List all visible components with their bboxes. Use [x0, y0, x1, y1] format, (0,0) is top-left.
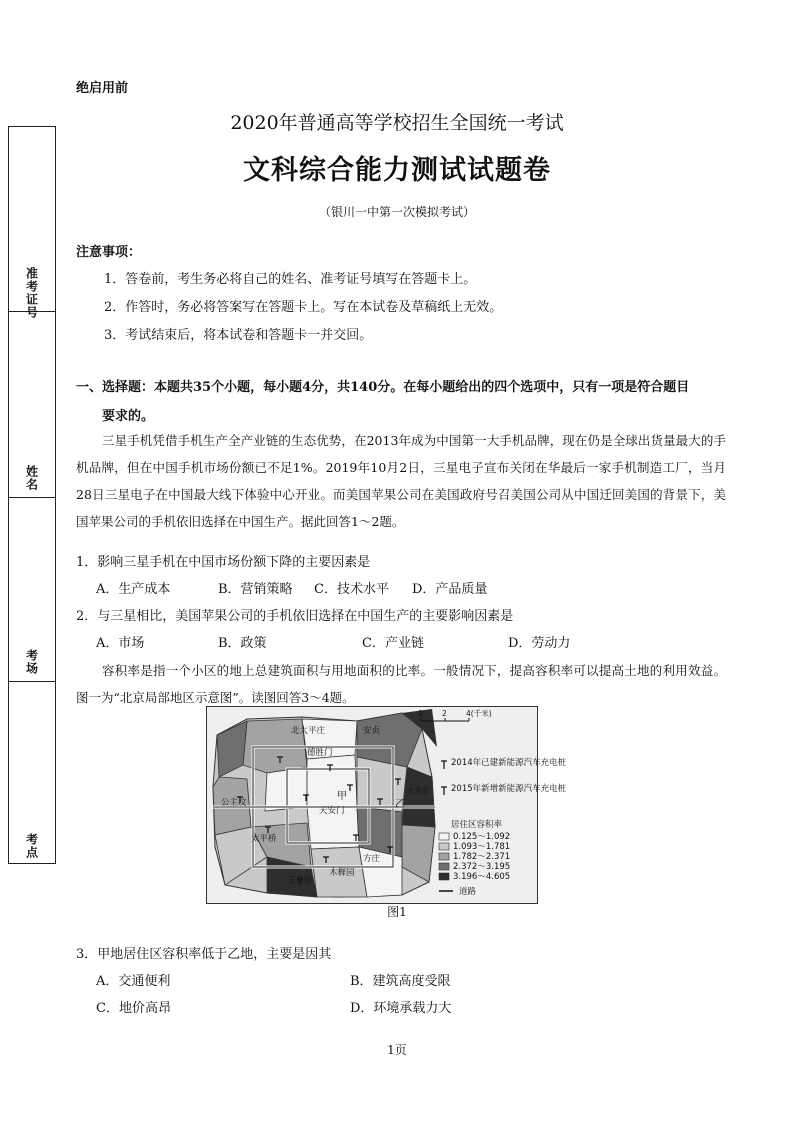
legend-range: 0.125～1.092: [453, 832, 511, 842]
q2-option-c: C．产业链: [362, 636, 424, 651]
map-label-beitaipingzhuang: 北太平庄: [291, 726, 326, 736]
map-label-tiananmen: 天安门: [319, 806, 345, 816]
map-label-anzhen: 安贞: [363, 726, 381, 736]
map-label-yi: 乙: [395, 799, 405, 810]
map-label-yuquanying: 玉泉营: [287, 876, 313, 886]
q3-option-c: C．地价高昂: [96, 1001, 171, 1016]
question-2-stem: 2．与三星相比，美国苹果公司的手机依旧选择在中国生产的主要影响因素是: [76, 609, 514, 624]
legend-charger-2015: 2015年新增新能源汽车充电桩: [451, 784, 567, 794]
question-1-stem: 1．影响三星手机在中国市场份额下降的主要因素是: [76, 555, 371, 570]
map-label-deshengmen: 德胜门: [307, 748, 333, 758]
scale-tick: 0: [418, 709, 423, 718]
sidebar-label-text: 准考证号: [24, 267, 39, 319]
q3-option-d: D．环境承载力大: [350, 1001, 452, 1016]
map-label-taipingqiao: 太平桥: [251, 834, 277, 844]
q2-option-d: D．劳动力: [508, 636, 571, 651]
map-label-jia: 甲: [337, 791, 347, 802]
q2-option-a: A．市场: [96, 636, 145, 651]
q2-option-b: B．政策: [218, 636, 267, 651]
beijing-map-svg: [207, 707, 567, 903]
question-3-stem: 3．甲地居住区容积率低于乙地，主要是因其: [76, 947, 332, 962]
paper-title: 文科综合能力测试试题卷: [243, 155, 551, 186]
legend-title: 居住区容积率: [451, 820, 503, 830]
sidebar-label-text: 考场: [24, 649, 39, 675]
q1-option-c: C．技术水平: [314, 582, 389, 597]
map-label-muxiyuan: 木樨园: [329, 868, 355, 878]
note-item: 2．作答时，务必将答案写在答题卡上。写在本试卷及草稿纸上无效。: [104, 300, 503, 315]
paper-subtitle: （银川一中第一次模拟考试）: [318, 205, 475, 219]
map-label-gongzhufen: 公主坟: [221, 798, 247, 808]
map-label-dabeiyao: 大北窑: [407, 786, 430, 795]
legend-range: 1.093～1.781: [453, 842, 511, 852]
sidebar-label-text: 姓名: [24, 465, 39, 491]
section-heading-text: 一、选择题：本题共35个小题，每小题4分，共140分。在每小题给出的四个选项中，只有一项是符合题目: [76, 380, 690, 395]
q3-option-a: A．交通便利: [96, 974, 171, 989]
q3-option-b: B．建筑高度受限: [350, 974, 451, 989]
passage-floor-area-ratio: 容积率是指一个小区的地上总建筑面积与用地面积的比率。一般情况下，提高容积率可以提高土地的利用效益。图一为“北京局部地区示意图”。读图回答3～4题。: [76, 663, 726, 705]
note-item: 1．答卷前，考生务必将自己的姓名、准考证号填写在答题卡上。: [104, 272, 477, 287]
legend-road: 道路: [459, 887, 477, 897]
passage-samsung: 三星手机凭借手机生产全产业链的生态优势，在2013年成为中国第一大手机品牌，现在仍是全球出货量最大的手机品牌，但在中国手机市场份额已不足1%。2019年10月2日，三星电子宣布关闭在华最后一家手机制造工厂，当月28日三星电子在中国最大线下体验中心开业。而美国苹果公司在美国政府号召美国公司从中国迁回美国的背景下，美国苹果公司的手机依旧选择在中国生产。据此回答1～2题。: [76, 433, 726, 529]
notes-heading: 注意事项：: [76, 245, 142, 260]
legend-range: 3.196～4.605: [453, 872, 511, 882]
secret-mark: 绝启用前: [76, 81, 129, 96]
q1-option-d: D．产品质量: [412, 582, 488, 597]
binding-sidebar: [8, 126, 56, 864]
page-number: 1页: [387, 1043, 407, 1057]
scale-tick: 2: [442, 709, 447, 718]
beijing-map-figure: [206, 706, 567, 904]
legend-range: 2.372～3.195: [453, 862, 511, 872]
note-item: 3．考试结束后，将本试卷和答题卡一并交回。: [104, 328, 373, 343]
q1-option-a: A．生产成本: [96, 582, 171, 597]
sidebar-label-exam-id: [9, 267, 55, 319]
figure-caption: 图1: [387, 905, 407, 919]
sidebar-label-text: 考点: [24, 833, 39, 859]
exam-title: 2020年普通高等学校招生全国统一考试: [230, 112, 564, 134]
legend-charger-2014: 2014年已建新能源汽车充电桩: [451, 758, 567, 768]
section-heading-cont: 要求的。: [102, 409, 155, 424]
sidebar-divider: [9, 497, 55, 498]
section-heading: [76, 373, 726, 431]
sidebar-divider: [9, 681, 55, 682]
sidebar-label-site: [9, 833, 55, 859]
sidebar-label-room: [9, 649, 55, 675]
map-label-fangzhuang: 方庄: [363, 854, 381, 864]
legend-range: 1.782～2.371: [453, 852, 511, 862]
scale-tick: 4(千米): [466, 709, 492, 718]
q1-option-b: B．营销策略: [218, 582, 293, 597]
sidebar-label-name: [9, 465, 55, 491]
